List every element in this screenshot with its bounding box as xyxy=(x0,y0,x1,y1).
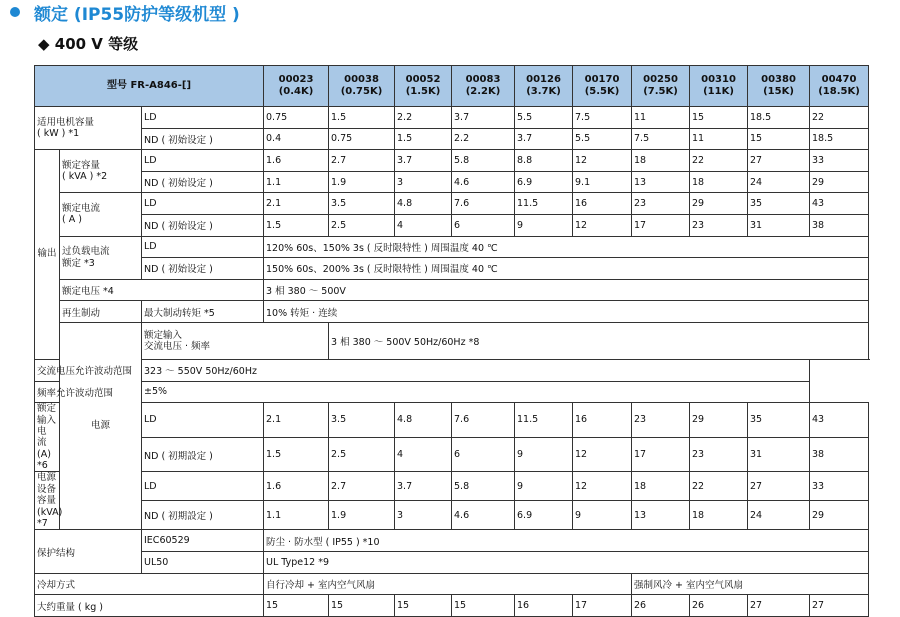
value-cell: 9 xyxy=(515,214,573,236)
cooling-row xyxy=(35,573,869,595)
section-title-text: 额定 (IP55防护等级机型 ) xyxy=(34,4,240,25)
overload-ld-value: 120% 60s、150% 3s ( 反时限特性 ) 周围温度 40 ℃ xyxy=(264,236,869,258)
output-group-label xyxy=(35,150,60,360)
value-cell: 3 xyxy=(395,501,452,530)
value-cell: 27 xyxy=(748,472,810,501)
value-cell: 11 xyxy=(690,128,748,150)
value-cell: 1.6 xyxy=(264,150,329,172)
value-cell: 22 xyxy=(810,107,869,129)
value-cell: 12 xyxy=(573,472,632,501)
value-cell: 12 xyxy=(573,437,632,472)
input-ac-row xyxy=(35,322,869,359)
value-cell: 7.5 xyxy=(573,107,632,129)
value-cell: 31 xyxy=(748,214,810,236)
ac-range-label: 交流电压允许波动范围 xyxy=(35,359,142,381)
model-col: 00250 (7.5K) xyxy=(632,66,690,107)
value-cell: 26 xyxy=(632,595,690,617)
model-col: 00023 (0.4K) xyxy=(264,66,329,107)
value-cell: 18.5 xyxy=(748,107,810,129)
current-label: 额定电流 ( A ) xyxy=(60,193,142,236)
iec-label: IEC60529 xyxy=(142,530,264,552)
input-ac-value: 3 相 380 ～ 500V 50Hz/60Hz *8 xyxy=(329,322,869,359)
nd-label: ND ( 初期設定 ) xyxy=(142,437,264,472)
value-cell: 27 xyxy=(748,595,810,617)
value-cell: 3.5 xyxy=(329,193,395,215)
equipment-label: 电源设备 容量 (kVA) *7 xyxy=(35,472,60,530)
value-cell: 18 xyxy=(690,501,748,530)
value-cell: 4 xyxy=(395,437,452,472)
protection-label: 保护结构 xyxy=(35,530,142,573)
value-cell: 3.7 xyxy=(515,128,573,150)
cooling-value-1: 自行冷却 + 室内空气风扇 xyxy=(264,573,632,595)
value-cell: 2.7 xyxy=(329,150,395,172)
value-cell: 2.1 xyxy=(264,193,329,215)
value-cell: 1.6 xyxy=(264,472,329,501)
value-cell: 6.9 xyxy=(515,171,573,193)
output-kva-nd-row xyxy=(35,171,869,193)
freq-range-row xyxy=(35,381,869,403)
overload-ld-row xyxy=(35,236,869,258)
value-cell: 43 xyxy=(810,193,869,215)
value-cell: 29 xyxy=(690,403,748,438)
regen-sub: 最大制动转矩 *5 xyxy=(142,301,264,323)
bullet-icon xyxy=(10,7,20,17)
value-cell: 33 xyxy=(810,150,869,172)
value-cell: 15 xyxy=(395,595,452,617)
model-col: 00126 (3.7K) xyxy=(515,66,573,107)
section-title xyxy=(10,1,240,23)
value-cell: 23 xyxy=(632,193,690,215)
value-cell: 4.6 xyxy=(452,501,515,530)
value-cell: 9 xyxy=(515,472,573,501)
equipment-ld-row xyxy=(35,472,869,501)
model-col: 00310 (11K) xyxy=(690,66,748,107)
value-cell: 11.5 xyxy=(515,403,573,438)
kva-label: 额定容量 ( kVA ) *2 xyxy=(60,150,142,193)
ld-label: LD xyxy=(142,403,264,438)
value-cell: 7.6 xyxy=(452,403,515,438)
value-cell: 1.5 xyxy=(264,214,329,236)
value-cell: 0.4 xyxy=(264,128,329,150)
motor-label: 适用电机容量 ( kW ) *1 xyxy=(35,107,142,150)
value-cell: 2.1 xyxy=(264,403,329,438)
nd-label: ND ( 初期設定 ) xyxy=(142,501,264,530)
equipment-nd-row xyxy=(35,501,869,530)
output-group-text: 输出 xyxy=(37,248,57,260)
value-cell: 5.8 xyxy=(452,472,515,501)
nd-label: ND ( 初始设定 ) xyxy=(142,171,264,193)
value-cell: 23 xyxy=(690,437,748,472)
value-cell: 27 xyxy=(748,150,810,172)
value-cell: 29 xyxy=(810,501,869,530)
model-col: 00470 (18.5K) xyxy=(810,66,869,107)
value-cell: 17 xyxy=(632,214,690,236)
value-cell: 18 xyxy=(632,150,690,172)
input-current-ld-row xyxy=(35,403,869,438)
voltage-value: 3 相 380 ～ 500V xyxy=(264,279,869,301)
value-cell: 43 xyxy=(810,403,869,438)
value-cell: 29 xyxy=(810,171,869,193)
value-cell: 1.5 xyxy=(264,437,329,472)
value-cell: 9 xyxy=(515,437,573,472)
voltage-row xyxy=(35,279,869,301)
power-group-label xyxy=(60,322,142,529)
value-cell: 16 xyxy=(573,193,632,215)
value-cell: 5.8 xyxy=(452,150,515,172)
output-kva-ld-row xyxy=(35,150,869,172)
value-cell: 0.75 xyxy=(264,107,329,129)
model-col: 00083 (2.2K) xyxy=(452,66,515,107)
cooling-label: 冷却方式 xyxy=(35,573,264,595)
ld-label: LD xyxy=(142,472,264,501)
ul-value: UL Type12 *9 xyxy=(264,552,869,574)
overload-label: 过负载电流 额定 *3 xyxy=(60,236,142,279)
ac-range-row xyxy=(35,359,869,381)
input-ac-label: 额定输入 交流电压 · 频率 xyxy=(142,322,329,359)
value-cell: 12 xyxy=(573,214,632,236)
value-cell: 35 xyxy=(748,193,810,215)
motor-nd-row xyxy=(35,128,869,150)
value-cell: 26 xyxy=(690,595,748,617)
value-cell: 16 xyxy=(573,403,632,438)
motor-ld-row xyxy=(35,107,869,129)
value-cell: 2.2 xyxy=(452,128,515,150)
value-cell: 16 xyxy=(515,595,573,617)
overload-nd-value: 150% 60s、200% 3s ( 反时限特性 ) 周围温度 40 ℃ xyxy=(264,258,869,280)
regen-value: 10% 转矩 · 连续 xyxy=(264,301,869,323)
value-cell: 35 xyxy=(748,403,810,438)
value-cell: 15 xyxy=(690,107,748,129)
input-current-label: 额定输入电 流 (A) *6 xyxy=(35,403,60,472)
value-cell: 23 xyxy=(690,214,748,236)
value-cell: 5.5 xyxy=(573,128,632,150)
spec-table xyxy=(34,65,869,617)
ld-label: LD xyxy=(142,107,264,129)
ld-label: LD xyxy=(142,193,264,215)
voltage-label: 额定电压 *4 xyxy=(60,279,264,301)
value-cell: 6 xyxy=(452,214,515,236)
value-cell: 6.9 xyxy=(515,501,573,530)
value-cell: 1.5 xyxy=(395,128,452,150)
weight-label: 大约重量 ( kg ) xyxy=(35,595,264,617)
value-cell: 17 xyxy=(573,595,632,617)
value-cell: 38 xyxy=(810,437,869,472)
freq-range-label: 频率允许波动范围 xyxy=(35,381,142,403)
value-cell: 2.7 xyxy=(329,472,395,501)
input-current-nd-row xyxy=(35,437,869,472)
value-cell: 18 xyxy=(690,171,748,193)
value-cell: 29 xyxy=(690,193,748,215)
value-cell: 1.5 xyxy=(329,107,395,129)
value-cell: 27 xyxy=(810,595,869,617)
ac-range-value: 323 ～ 550V 50Hz/60Hz xyxy=(142,359,810,381)
value-cell: 12 xyxy=(573,150,632,172)
value-cell: 1.9 xyxy=(329,501,395,530)
value-cell: 33 xyxy=(810,472,869,501)
value-cell: 18 xyxy=(632,472,690,501)
value-cell: 4.6 xyxy=(452,171,515,193)
value-cell: 13 xyxy=(632,501,690,530)
value-cell: 22 xyxy=(690,150,748,172)
value-cell: 5.5 xyxy=(515,107,573,129)
ld-label: LD xyxy=(142,236,264,258)
value-cell: 31 xyxy=(748,437,810,472)
value-cell: 2.5 xyxy=(329,437,395,472)
model-col: 00380 (15K) xyxy=(748,66,810,107)
model-label: 型号 FR-A846-[] xyxy=(35,66,264,107)
value-cell: 9 xyxy=(573,501,632,530)
protection-ul-row xyxy=(35,552,869,574)
value-cell: 38 xyxy=(810,214,869,236)
value-cell: 24 xyxy=(748,171,810,193)
value-cell: 8.8 xyxy=(515,150,573,172)
value-cell: 13 xyxy=(632,171,690,193)
value-cell: 4.8 xyxy=(395,403,452,438)
value-cell: 3 xyxy=(395,171,452,193)
ul-label: UL50 xyxy=(142,552,264,574)
value-cell: 15 xyxy=(264,595,329,617)
value-cell: 22 xyxy=(690,472,748,501)
value-cell: 7.5 xyxy=(632,128,690,150)
value-cell: 7.6 xyxy=(452,193,515,215)
model-col: 00170 (5.5K) xyxy=(573,66,632,107)
ld-label: LD xyxy=(142,150,264,172)
value-cell: 15 xyxy=(329,595,395,617)
protection-iec-row xyxy=(35,530,869,552)
value-cell: 11 xyxy=(632,107,690,129)
cooling-value-2: 强制风冷 + 室内空气风扇 xyxy=(632,573,869,595)
value-cell: 4 xyxy=(395,214,452,236)
value-cell: 4.8 xyxy=(395,193,452,215)
overload-nd-row xyxy=(35,258,869,280)
header-row xyxy=(35,66,869,107)
output-current-nd-row xyxy=(35,214,869,236)
output-current-ld-row xyxy=(35,193,869,215)
regen-label: 再生制动 xyxy=(60,301,142,323)
iec-value: 防尘 · 防水型 ( IP55 ) *10 xyxy=(264,530,869,552)
model-col: 00052 (1.5K) xyxy=(395,66,452,107)
value-cell: 2.5 xyxy=(329,214,395,236)
value-cell: 18.5 xyxy=(810,128,869,150)
nd-label: ND ( 初始设定 ) xyxy=(142,214,264,236)
value-cell: 9.1 xyxy=(573,171,632,193)
value-cell: 1.1 xyxy=(264,171,329,193)
value-cell: 11.5 xyxy=(515,193,573,215)
value-cell: 3.7 xyxy=(395,472,452,501)
value-cell: 1.1 xyxy=(264,501,329,530)
value-cell: 2.2 xyxy=(395,107,452,129)
value-cell: 15 xyxy=(748,128,810,150)
value-cell: 17 xyxy=(632,437,690,472)
nd-label: ND ( 初始设定 ) xyxy=(142,258,264,280)
value-cell: 23 xyxy=(632,403,690,438)
value-cell: 24 xyxy=(748,501,810,530)
regen-row xyxy=(35,301,869,323)
power-group-text: 电源 xyxy=(90,420,110,432)
value-cell: 3.7 xyxy=(452,107,515,129)
model-col: 00038 (0.75K) xyxy=(329,66,395,107)
weight-row xyxy=(35,595,869,617)
value-cell: 1.9 xyxy=(329,171,395,193)
value-cell: 6 xyxy=(452,437,515,472)
value-cell: 0.75 xyxy=(329,128,395,150)
value-cell: 15 xyxy=(452,595,515,617)
nd-label: ND ( 初始设定 ) xyxy=(142,128,264,150)
freq-range-value: ±5% xyxy=(142,381,810,403)
value-cell: 3.5 xyxy=(329,403,395,438)
value-cell: 3.7 xyxy=(395,150,452,172)
section-subtitle: ◆ 400 V 等级 xyxy=(38,34,139,53)
